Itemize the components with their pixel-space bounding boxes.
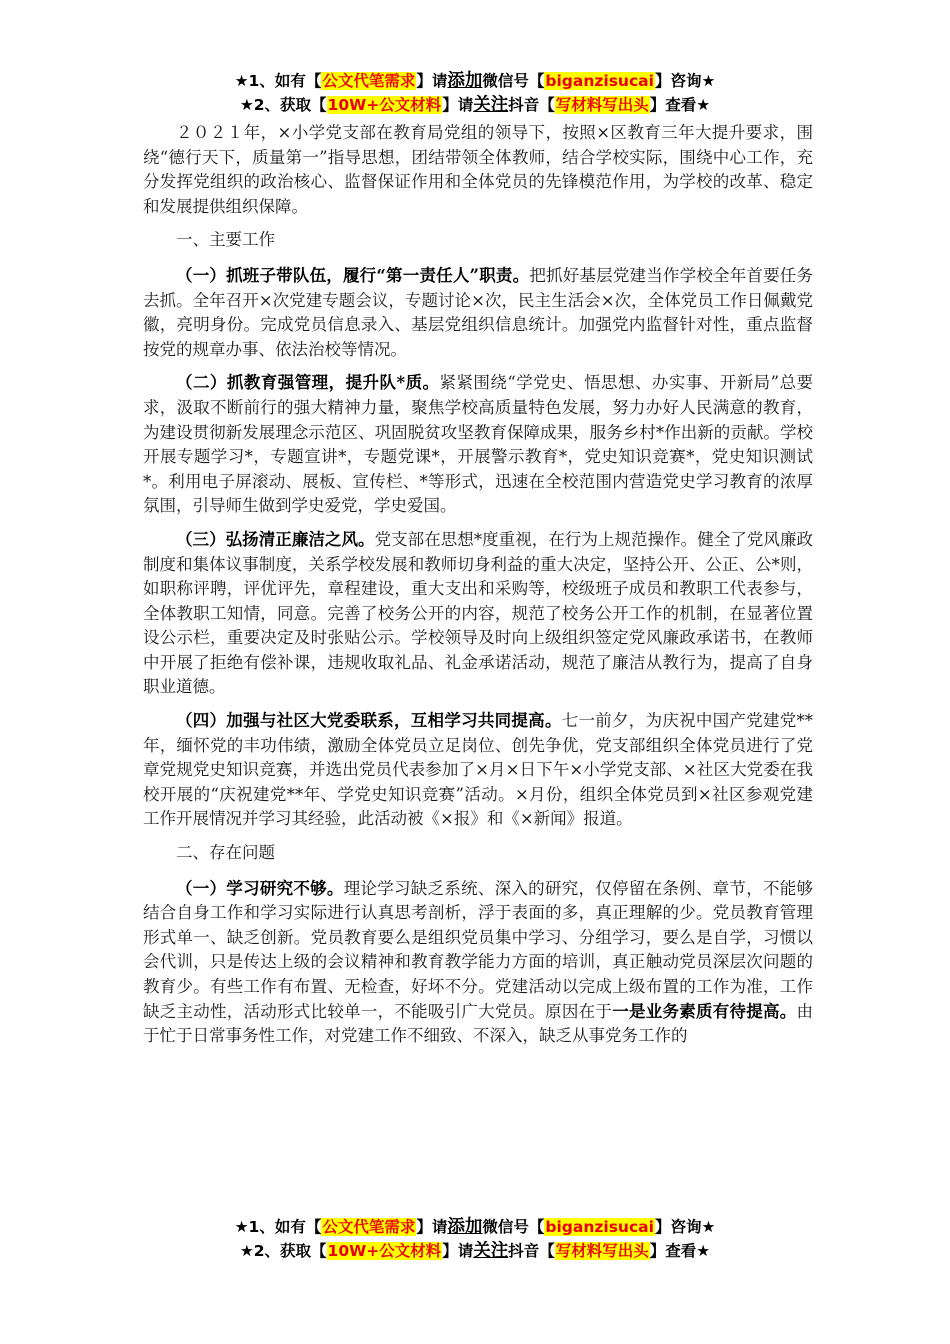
highlight-text: 10W+公文材料: [327, 96, 442, 114]
wechat-id: biganzisucai: [545, 1218, 654, 1236]
wechat-id: biganzisucai: [545, 72, 654, 90]
paragraph-title: （二）抓教育强管理，提升队*质。: [176, 373, 440, 393]
document-body: [143, 121, 813, 1058]
promo-banner-bottom: [0, 1215, 950, 1263]
paragraph-5: （一）学习研究不够。理论学习缺乏系统、深入的研究，仅停留在条例、章节，不能够结合自身工作和学习实际进行认真思考剖析，浮于表面的多，真正理解的少。党员教育管理形式单一、缺乏创新。党员教育要么是组织党员集中学习、分组学习，要么是自学，习惯以会代训，只是传达上级的会议精神和教育教学能力方面的培训，真正触动党员深层次问题的教育少。有些工作有布置、无检查，好坏不分。党建活动以完成上级布置的工作为准，工作缺乏主动性，活动形式比较单一，不能吸引广大党员。原因在于一是业务素质有待提高。由于忙于日常事务性工作，对党建工作不细致、不深入，缺乏从事党务工作的: [143, 878, 814, 1046]
douyin-account: 写材料写出头: [555, 96, 649, 114]
paragraph-title: （一）学习研究不够。: [176, 878, 344, 898]
promo-line-1: ★1、如有【公文代笔需求】请添加微信号【biganzisucai】咨询★: [234, 1217, 716, 1237]
paragraph-1: （一）抓班子带队伍，履行“第一责任人”职责。把抓好基层党建当作学校全年首要任务去抓。全年召开×次党建专题会议，专题讨论×次，民主生活会×次，全体党员工作日佩戴党徽，亮明身份。完成党员信息录入、基层党组织信息统计。加强党内监督针对性，重点监督按党的规章办事、依法治校等情况。: [143, 265, 814, 359]
highlight-text: 10W+公文材料: [327, 1242, 442, 1260]
highlight-text: 公文代笔需求: [322, 72, 416, 90]
paragraph-3: （三）弘扬清正廉洁之风。党支部在思想*度重视，在行为上规范操作。健全了党风廉政制度和集体议事制度，关系学校发展和教师切身利益的重大决定，坚持公开、公正、公*则，如职称评聘，评优评先，章程建设，重大支出和采购等，校级班子成员和教职工代表参与，全体教职工知情，同意。完善了校务公开的内容，规范了校务公开工作的机制，在显著位置设公示栏，重要决定及时张贴公示。学校领导及时向上级组织签定党风廉政承诺书，在教师中开展了拒绝有偿补课，违规收取礼品、礼金承诺活动，规范了廉洁从教行为，提高了自身职业道德。: [143, 529, 814, 697]
promo-line-1: ★1、如有【公文代笔需求】请添加微信号【biganzisucai】咨询★: [234, 71, 716, 91]
section-heading-problems: 二、存在问题: [176, 843, 275, 863]
paragraph-title: （一）抓班子带队伍，履行“第一责任人”职责。: [176, 265, 530, 285]
promo-line-2: ★2、获取【10W+公文材料】请关注抖音【写材料写出头】查看★: [239, 1241, 711, 1261]
section-heading-main-work: 一、主要工作: [176, 230, 275, 250]
promo-banner-top: [0, 69, 950, 117]
paragraph-title: （三）弘扬清正廉洁之风。: [176, 529, 375, 549]
intro-paragraph: ２０２１年，×小学党支部在教育局党组的领导下，按照×区教育三年大提升要求，围绕“德行天下，质量第一”指导思想，团结带领全体教师，结合学校实际，围绕中心工作，充分发挥党组织的政治核心、监督保证作用和全体党员的先锋模范作用，为学校的改革、稳定和发展提供组织保障。: [143, 123, 813, 216]
inline-emphasis: 一是业务素质有待提高。: [612, 1001, 797, 1021]
paragraph-2: （二）抓教育强管理，提升队*质。紧紧围绕“学党史、悟思想、办实事、开新局”总要求，汲取不断前行的强大精神力量，聚焦学校高质量特色发展，努力办好人民满意的教育，为建设贯彻新发展理念示范区、巩固脱贫攻坚教育保障成果，服务乡村*作出新的贡献。学校开展专题学习*，专题宣讲*，专题党课*，开展警示教育*，党史知识竞赛*，党史知识测试*。利用电子屏滚动、展板、宣传栏、*等形式，迅速在全校范围内营造党史学习教育的浓厚氛围，引导师生做到学史爱党，学史爱国。: [143, 373, 813, 516]
paragraph-title: （四）加强与社区大党委联系，互相学习共同提高。: [176, 711, 562, 731]
highlight-text: 公文代笔需求: [322, 1218, 416, 1236]
paragraph-4: （四）加强与社区大党委联系，互相学习共同提高。七一前夕，为庆祝中国产党建党**年，缅怀党的丰功伟绩，激励全体党员立足岗位、创先争优，党支部组织全体党员进行了党章党规党史知识竞赛，并选出党员代表参加了×月×日下午×小学党支部、×社区大党委在我校开展的“庆祝建党**年、学党史知识竞赛”活动。×月份，组织全体党员到×社区参观党建工作开展情况并学习其经验，此活动被《×报》和《×新闻》报道。: [143, 711, 814, 829]
douyin-account: 写材料写出头: [555, 1242, 649, 1260]
promo-line-2: ★2、获取【10W+公文材料】请关注抖音【写材料写出头】查看★: [239, 95, 711, 115]
